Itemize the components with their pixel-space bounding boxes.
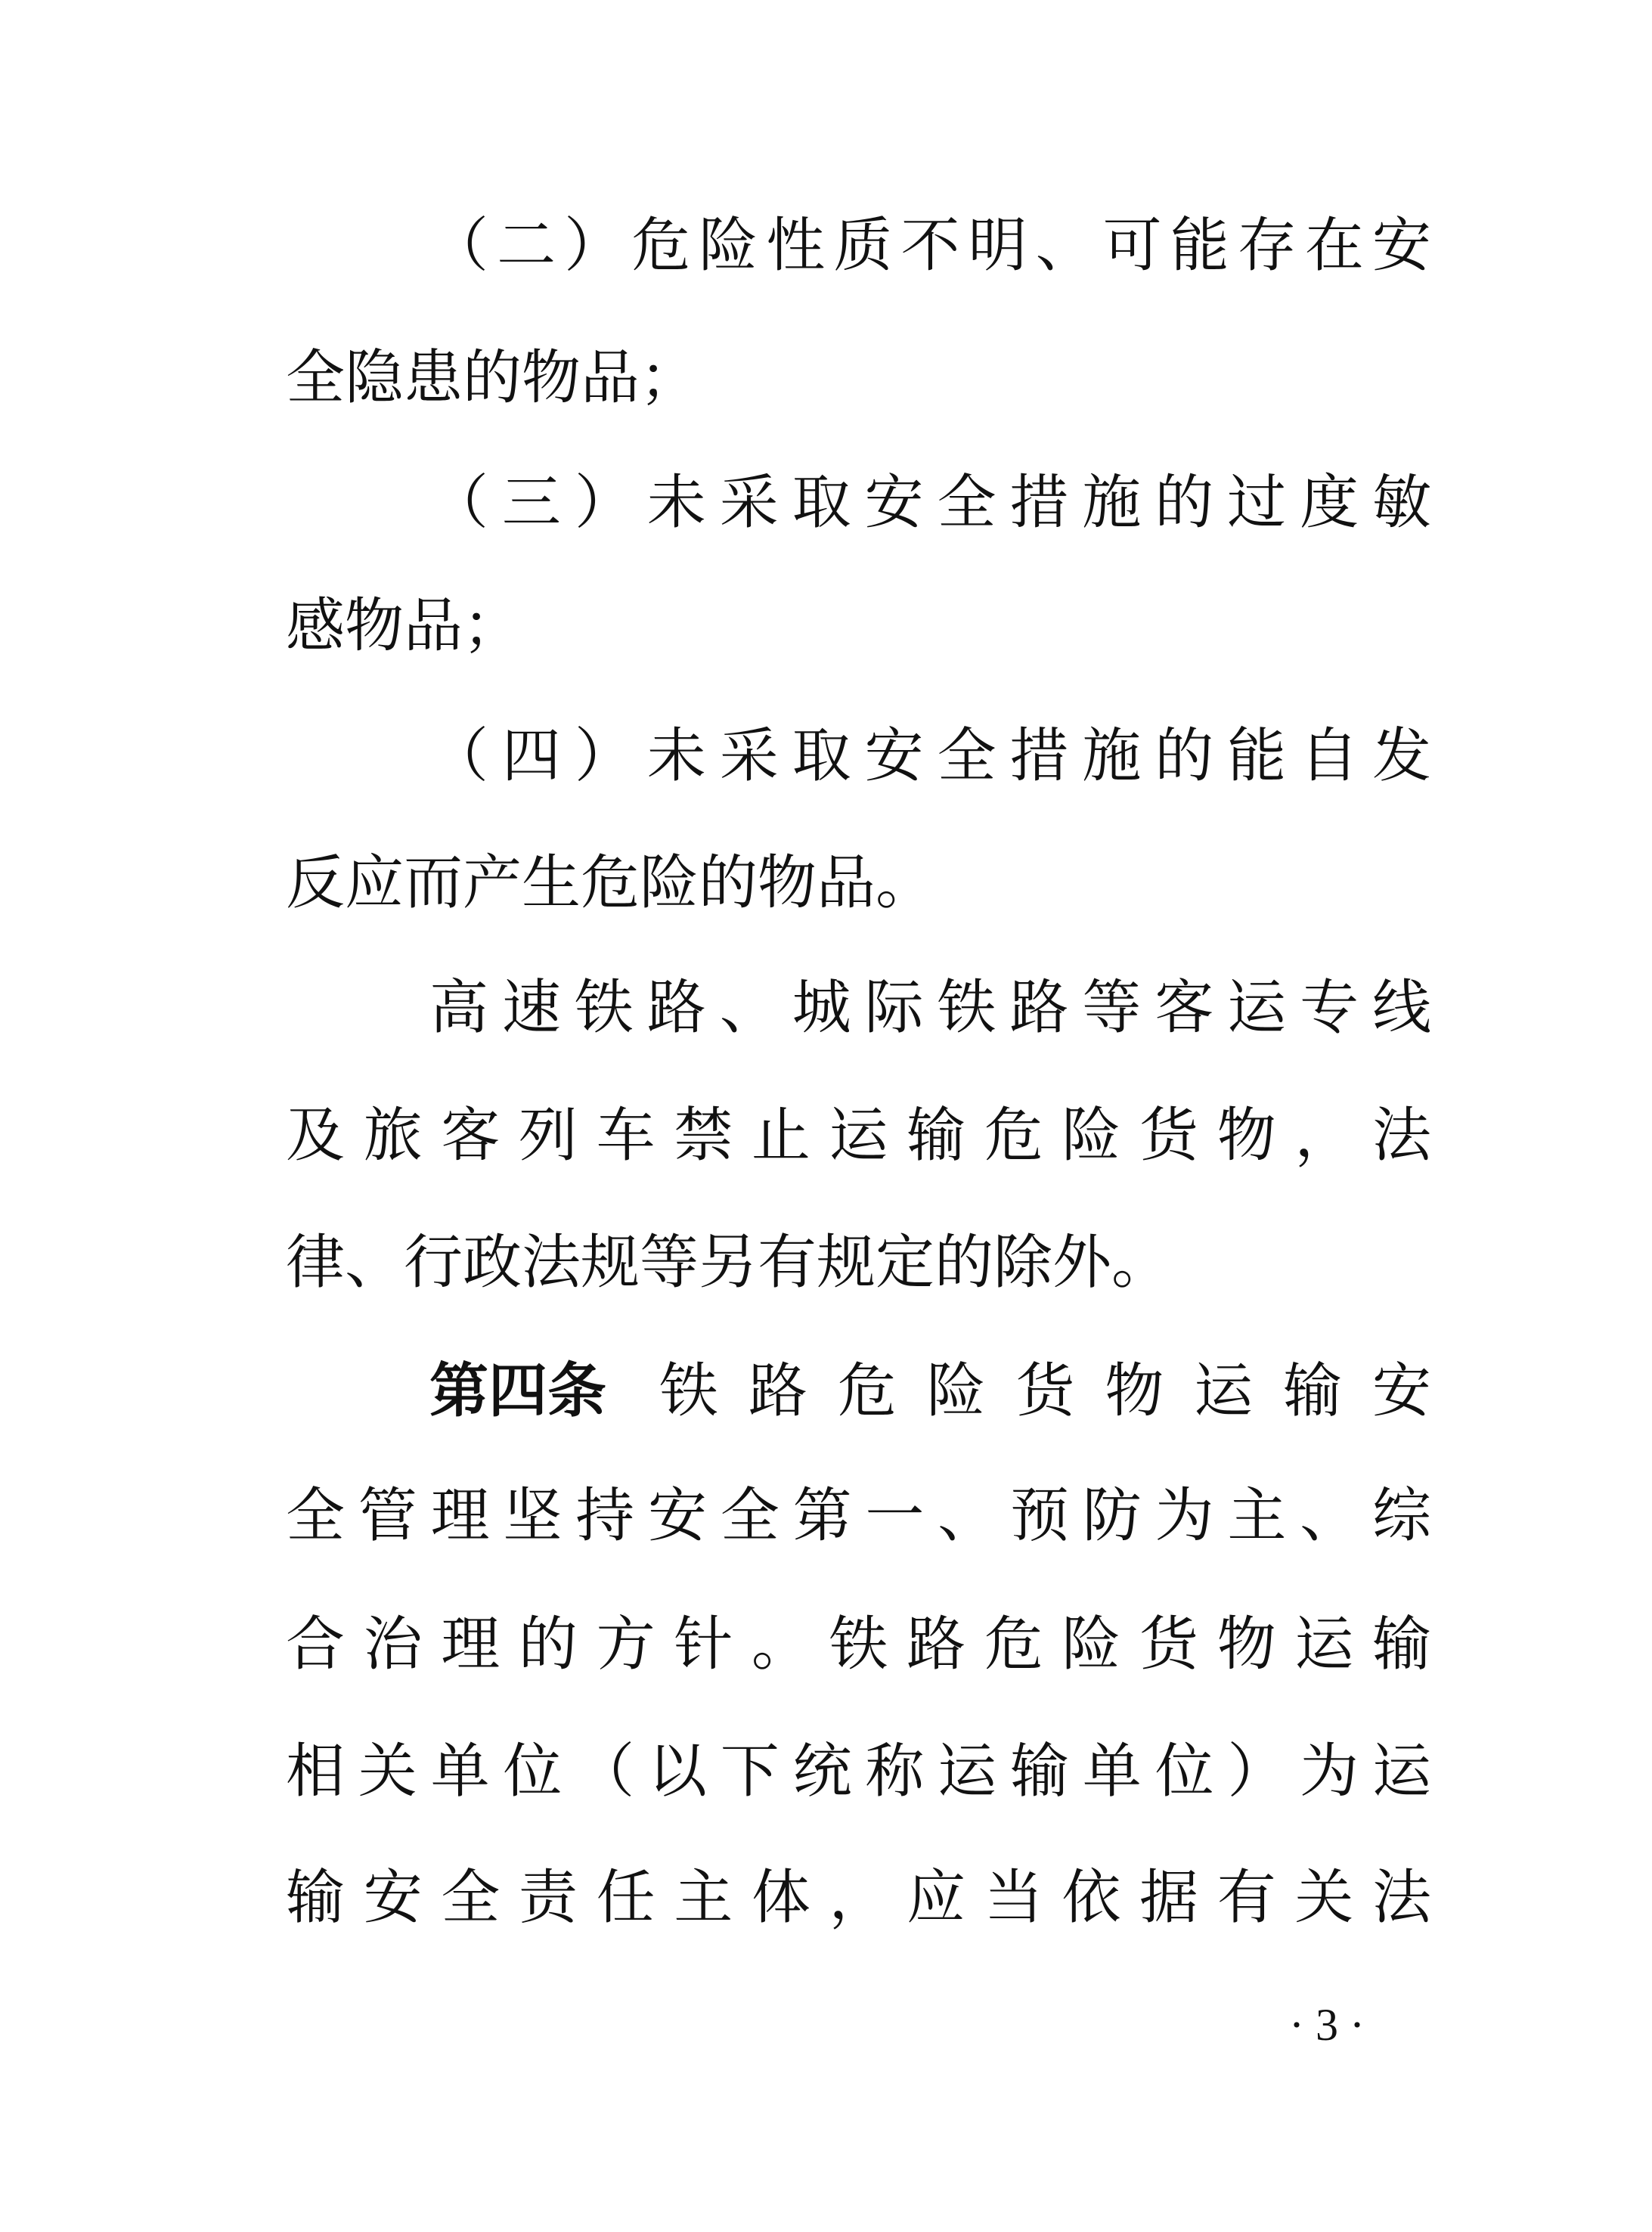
glyph: 未	[646, 469, 706, 537]
glyph: 止	[751, 1102, 811, 1170]
glyph: 际	[864, 974, 924, 1042]
glyph: 采	[719, 469, 779, 537]
glyph: 危	[984, 1102, 1043, 1170]
glyph: 针	[674, 1610, 733, 1679]
text-line: 反应而产生危险的物品。	[286, 849, 935, 917]
glyph: 措	[1009, 722, 1069, 790]
glyph: 客	[1155, 974, 1214, 1042]
glyph: 全	[286, 1482, 346, 1550]
glyph: 全	[937, 469, 996, 537]
glyph: 能	[1227, 722, 1287, 790]
glyph: 综	[1372, 1482, 1431, 1550]
glyph: （	[575, 1738, 635, 1806]
glyph: ）	[564, 212, 624, 280]
glyph: 过	[1227, 469, 1287, 537]
glyph: 四	[501, 722, 561, 790]
article-number: 第四条	[429, 1357, 607, 1425]
glyph: 未	[646, 722, 706, 790]
glyph: 全	[720, 1482, 780, 1550]
glyph: 安	[1372, 212, 1431, 280]
glyph: 任	[596, 1864, 656, 1932]
text-line: 全隐患的物品；	[286, 344, 699, 412]
glyph: 主	[674, 1864, 733, 1932]
glyph: 能	[1170, 212, 1229, 280]
glyph: 运	[1294, 1610, 1354, 1679]
glyph: 第	[792, 1482, 852, 1550]
glyph: 二	[497, 212, 556, 280]
glyph: 性	[766, 212, 826, 280]
glyph: 、	[719, 974, 779, 1042]
glyph: 。	[751, 1610, 811, 1679]
glyph: 物	[1105, 1357, 1164, 1425]
glyph: 治	[363, 1610, 423, 1679]
glyph: 货	[1139, 1610, 1199, 1679]
glyph: 位	[1155, 1738, 1214, 1806]
glyph: 为	[1300, 1738, 1359, 1806]
glyph: 运	[829, 1102, 888, 1170]
glyph: 运	[938, 1738, 997, 1806]
glyph: 理	[430, 1482, 490, 1550]
glyph: 、	[1300, 1482, 1359, 1550]
glyph: 称	[865, 1738, 925, 1806]
glyph: 合	[286, 1610, 346, 1679]
glyph: 的	[1155, 469, 1214, 537]
glyph: 预	[1009, 1482, 1069, 1550]
glyph: 下	[720, 1738, 780, 1806]
glyph: 旅	[363, 1102, 423, 1170]
text-line: 感物品；	[286, 592, 522, 660]
glyph: 路	[1009, 974, 1069, 1042]
glyph: 位	[503, 1738, 563, 1806]
glyph: 措	[1009, 469, 1069, 537]
glyph: 取	[792, 469, 851, 537]
text-line	[286, 1599, 1431, 1690]
glyph: 有	[1217, 1864, 1276, 1932]
glyph: 不	[900, 212, 960, 280]
glyph: 险	[1062, 1102, 1121, 1170]
glyph: 的	[1155, 722, 1214, 790]
glyph: 度	[1300, 469, 1359, 537]
glyph: 采	[719, 722, 779, 790]
glyph: 等	[1082, 974, 1142, 1042]
article-text-start	[659, 1357, 1431, 1425]
glyph: 为	[1155, 1482, 1214, 1550]
glyph: 路	[646, 974, 706, 1042]
glyph: 发	[1372, 722, 1431, 790]
glyph: 危	[984, 1610, 1043, 1679]
glyph: 责	[518, 1864, 578, 1932]
text-line	[429, 963, 1431, 1053]
glyph: 在	[1304, 212, 1364, 280]
text-line	[429, 711, 1431, 801]
glyph: 、	[938, 1482, 997, 1550]
glyph: 全	[937, 722, 996, 790]
glyph: ，	[1294, 1102, 1354, 1170]
glyph: 理	[441, 1610, 501, 1679]
glyph: 的	[518, 1610, 578, 1679]
glyph: 体	[751, 1864, 811, 1932]
glyph: 施	[1082, 469, 1142, 537]
glyph: 自	[1300, 722, 1359, 790]
glyph: 依	[1062, 1864, 1121, 1932]
glyph: 取	[792, 722, 851, 790]
glyph: ）	[1227, 1738, 1287, 1806]
text-line	[286, 1726, 1431, 1817]
glyph: 物	[1217, 1610, 1276, 1679]
glyph: 单	[1082, 1738, 1142, 1806]
glyph: 当	[984, 1864, 1043, 1932]
glyph: 法	[1372, 1864, 1431, 1932]
glyph: ）	[574, 469, 634, 537]
glyph: （	[429, 469, 489, 537]
glyph: 险	[1062, 1610, 1121, 1679]
glyph: 应	[907, 1864, 966, 1932]
glyph: 方	[596, 1610, 656, 1679]
article-heading-line	[429, 1346, 1431, 1437]
glyph: 铁	[574, 974, 634, 1042]
glyph: 列	[518, 1102, 578, 1170]
glyph: 安	[864, 469, 924, 537]
page-number: · 3 ·	[1289, 1999, 1365, 2050]
text-line: 律、行政法规等另有规定的除外。	[286, 1229, 1171, 1297]
glyph: 输	[1009, 1738, 1069, 1806]
glyph: 、	[1035, 212, 1095, 280]
glyph: （	[429, 722, 489, 790]
glyph: 施	[1082, 722, 1142, 790]
glyph: 专	[1300, 974, 1359, 1042]
glyph: 线	[1372, 974, 1431, 1042]
glyph: 统	[792, 1738, 852, 1806]
glyph: 输	[1283, 1357, 1343, 1425]
glyph: 主	[1227, 1482, 1287, 1550]
glyph: 危	[631, 212, 691, 280]
glyph: 路	[748, 1357, 807, 1425]
glyph: 全	[441, 1864, 501, 1932]
text-line	[286, 1852, 1431, 1943]
glyph: 铁	[937, 974, 996, 1042]
text-line	[286, 1090, 1431, 1181]
glyph: 敏	[1372, 469, 1431, 537]
glyph: 输	[907, 1102, 966, 1170]
glyph: 客	[441, 1102, 501, 1170]
glyph: 城	[792, 974, 851, 1042]
glyph: 安	[647, 1482, 707, 1550]
glyph: 安	[864, 722, 924, 790]
glyph: （	[429, 212, 489, 280]
glyph: 险	[699, 212, 758, 280]
glyph: 单	[430, 1738, 490, 1806]
glyph: 关	[358, 1738, 417, 1806]
glyph: ，	[829, 1864, 888, 1932]
glyph: 防	[1082, 1482, 1142, 1550]
glyph: 输	[286, 1864, 346, 1932]
glyph: 运	[1194, 1357, 1254, 1425]
glyph: 相	[286, 1738, 346, 1806]
glyph: 存	[1237, 212, 1297, 280]
glyph: 货	[1139, 1102, 1199, 1170]
glyph: 禁	[674, 1102, 733, 1170]
glyph: 坚	[503, 1482, 563, 1550]
glyph: 输	[1372, 1610, 1431, 1679]
glyph: 质	[833, 212, 893, 280]
glyph: 法	[1372, 1102, 1431, 1170]
glyph: ）	[574, 722, 634, 790]
glyph: 安	[1372, 1357, 1431, 1425]
glyph: 危	[837, 1357, 897, 1425]
text-line	[286, 1471, 1431, 1561]
glyph: 运	[1227, 974, 1287, 1042]
glyph: 物	[1217, 1102, 1276, 1170]
glyph: 明	[968, 212, 1027, 280]
text-line	[429, 457, 1431, 548]
glyph: 车	[596, 1102, 656, 1170]
glyph: 铁	[659, 1357, 719, 1425]
glyph: 安	[363, 1864, 423, 1932]
glyph: 持	[575, 1482, 635, 1550]
glyph: 以	[647, 1738, 707, 1806]
glyph: 管	[358, 1482, 417, 1550]
glyph: 可	[1102, 212, 1162, 280]
glyph: 三	[501, 469, 561, 537]
glyph: 路	[907, 1610, 966, 1679]
glyph: 据	[1139, 1864, 1199, 1932]
glyph: 高	[429, 974, 489, 1042]
glyph: 险	[926, 1357, 986, 1425]
glyph: 运	[1372, 1738, 1431, 1806]
glyph: 关	[1294, 1864, 1354, 1932]
glyph: 一	[865, 1482, 925, 1550]
glyph: 及	[286, 1102, 346, 1170]
text-line	[429, 200, 1431, 291]
glyph: 铁	[829, 1610, 888, 1679]
glyph: 货	[1015, 1357, 1075, 1425]
glyph: 速	[501, 974, 561, 1042]
